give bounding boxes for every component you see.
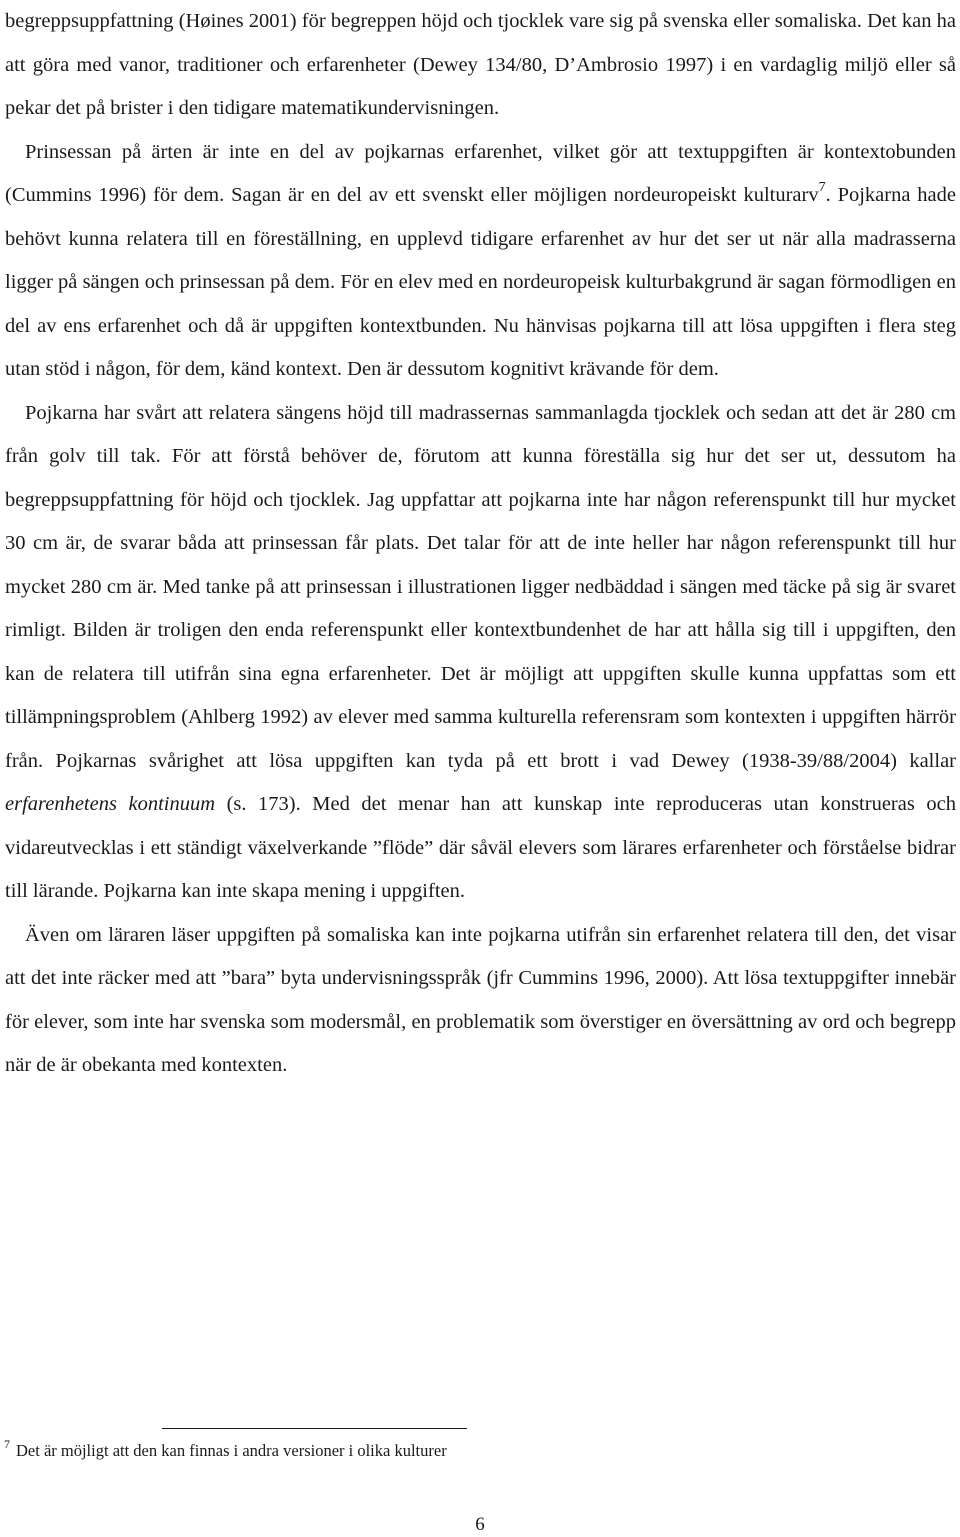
paragraph-text: Även om läraren läser uppgiften på somaliska kan inte pojkarna utifrån sin erfarenhet relatera till den, det visar att det inte räcker med att ”bara” byta undervisningsspråk (jfr Cummins 1996, 2000). Att lösa textuppgifter innebär för elever, som inte har svenska som modersmål, en problematik som överstiger en översättning av ord och begrepp när de är obekanta med kontexten.: [5, 923, 956, 1076]
paragraph-text: Pojkarna har svårt att relatera sängens höjd till madrassernas sammanlagda tjocklek och sedan att det är 280 cm från golv till tak. För att förstå behöver de, förutom att kunna föreställa sig hur det ser ut, dessutom ha begreppsuppfattning för höjd och tjocklek. Jag uppfattar att pojkarna inte har någon referenspunkt till hur mycket 30 cm är, de svarar båda att prinsessan får plats. Det talar för att de inte heller har någon referenspunkt till hur mycket 280 cm är. Med tanke på att prinsessan i illustrationen ligger nedbäddad i sängen med täcke på sig är svaret rimligt. Bilden är troligen den enda referenspunkt eller kontextbundenhet de har att hålla sig till i uppgiften, den kan de relatera till utifrån sina egna erfarenheter. Det är möjligt att uppgiften skulle kunna uppfattas som ett tillämpningsproblem (Ahlberg 1992) av elever med samma kulturella referensram som kontexten i uppgiften härrör från. Pojkarnas svårighet att lösa uppgiften kan tyda på ett brott i vad Dewey (1938-39/88/2004) kallar: [5, 401, 956, 772]
footnote: [4, 1438, 904, 1464]
paragraph-p3: [5, 392, 956, 914]
paragraph-p2: [5, 131, 956, 392]
paragraph-text: . Pojkarna hade behövt kunna relatera till en föreställning, en upplevd tidigare erfarenhet av hur det ser ut när alla madrasserna ligger på sängen och prinsessan på dem. För en elev med en nordeuropeisk kulturbakgrund är sagan förmodligen en del av ens erfarenhet och då är uppgiften kontextbunden. Nu hänvisas pojkarna till att lösa uppgiften i flera steg utan stöd i någon, för dem, känd kontext. Den är dessutom kognitivt krävande för dem.: [5, 184, 956, 380]
footnote-separator: [162, 1428, 467, 1429]
footnote-marker: 7: [4, 1437, 10, 1451]
footnote-text: Det är möjligt att den kan finnas i andra versioner i olika kulturer: [16, 1441, 447, 1460]
body-text: [5, 0, 956, 1088]
paragraph-p1: [5, 0, 956, 131]
paragraph-text: (s. 173). Med det menar han att kunskap inte reproduceras utan konstrueras och vidareutvecklas i ett ständigt växelverkande ”flöde” där såväl elevers som lärares erfarenheter och förståelse bidrar till lärande. Pojkarna kan inte skapa mening i uppgiften.: [5, 793, 956, 902]
paragraph-text: Prinsessan på ärten är inte en del av pojkarnas erfarenhet, vilket gör att textuppgiften är kontextobunden (Cummins 1996) för dem. Sagan är en del av ett svenskt eller möjligen nordeuropeiskt kulturarv: [5, 140, 956, 206]
paragraph-p4: [5, 914, 956, 1088]
paragraph-text: begreppsuppfattning (Høines 2001) för begreppen höjd och tjocklek vare sig på svenska eller somaliska. Det kan ha att göra med vanor, traditioner och erfarenheter (Dewey 134/80, D’Ambrosio 1997) i en vardaglig miljö eller så pekar det på brister i den tidigare matematikundervisningen.: [5, 10, 956, 119]
emphasized-text: erfarenhetens kontinuum: [5, 793, 216, 815]
footnote-reference: 7: [818, 180, 826, 195]
page-number: 6: [475, 1514, 485, 1535]
